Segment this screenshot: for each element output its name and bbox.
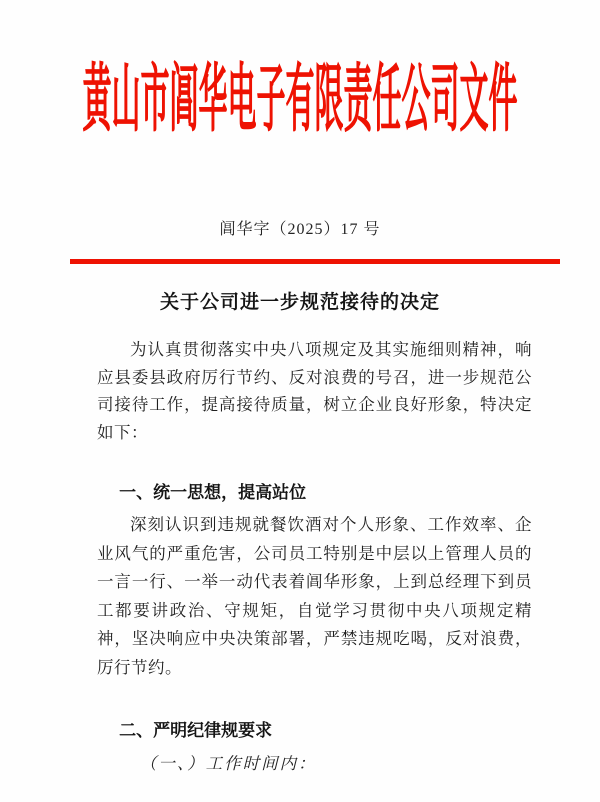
section-1-heading: 一、统一思想，提高站位 [119,483,307,502]
document-title: 关于公司进一步规范接待的决定 [159,292,440,313]
red-divider-line [70,259,560,264]
section-1-paragraph: 深刻认识到违规就餐饮酒对个人形象、工作效率、企业风气的严重危害，公司员工特别是中层以上管理人员的一言一行、一举一动代表着阊华形象，上到总经理下到员工都要讲政治、守规矩，自觉学习贯彻中央八项规定精神，坚决响应中央决策部署，严禁违规吃喝，反对浪费，厉行节约。 [97,515,532,677]
company-letterhead-title: 黄山市阊华电子有限责任公司文件 [82,59,518,142]
letterhead-banner [0,52,600,142]
document-number: 阊华字（2025）17 号 [219,221,381,238]
section-2-heading: 二、严明纪律规要求 [119,721,273,740]
intro-paragraph: 为认真贯彻落实中央八项规定及其实施细则精神，响应县委县政府厉行节约、反对浪费的号召，进一步规范公司接待工作，提高接待质量，树立企业良好形象，特决定如下： [97,340,532,442]
section-2-item-1: （一、）工作时间内： [139,754,317,773]
